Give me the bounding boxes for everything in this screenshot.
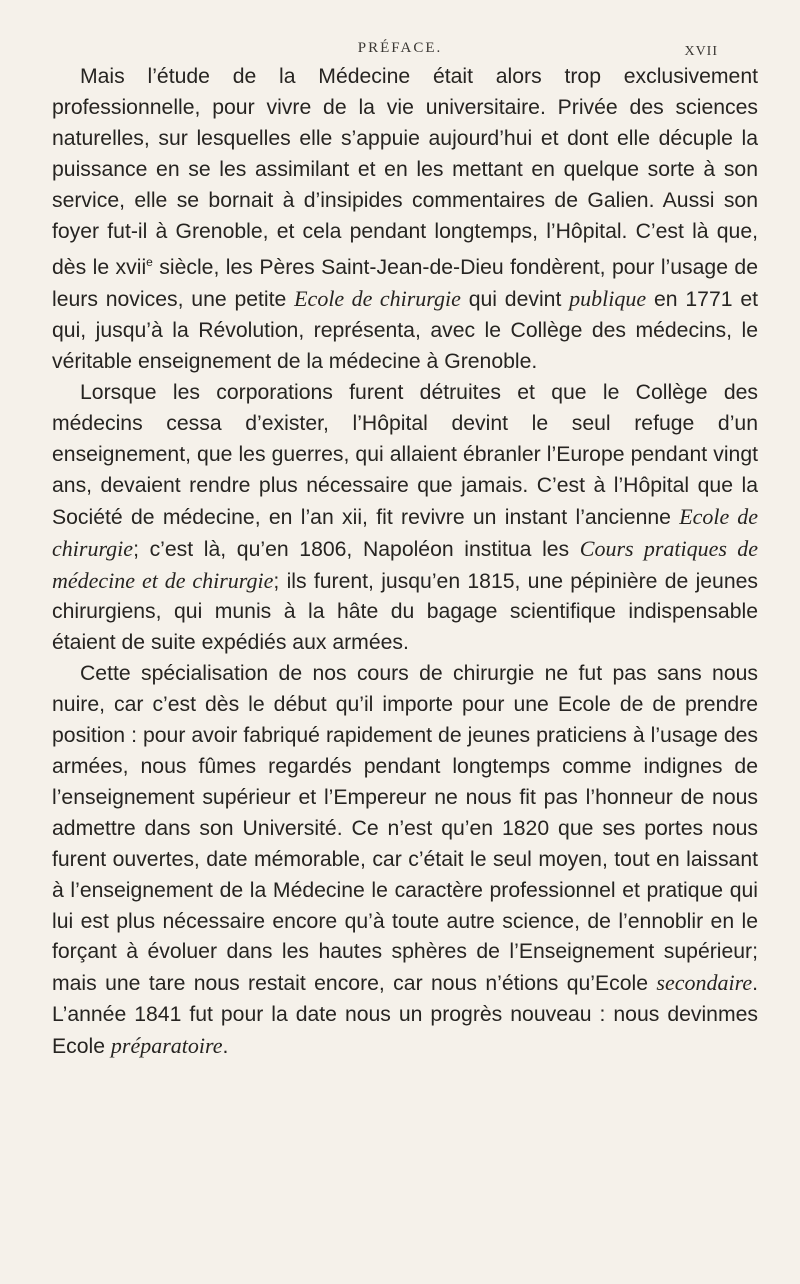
text-run: . L’année 1841 fut pour la date nous un progrès nouveau : nous devinmes Ecole: [52, 972, 758, 1059]
text-run: qui devint: [460, 288, 570, 312]
text-run: Lorsque les corporations furent détruites et que le Collège des médecins cessa d’exister, l’Hôpital devint le seul refuge d’un enseignement, que les guerres, qui allaient ébranler l’Europe pendant vingt ans, devaient rendre plus nécessaire que jamais. C’est à l’Hôpital que la Société de médecine, en l’an xii, fit revivre un instant l’ancienne: [52, 381, 758, 529]
text-run: ; ils furent, jusqu’en 1815, une pépinière de jeunes chirurgiens, qui munis à la hâte du bagage scientifique indispensable étaient de suite expédiés aux armées.: [52, 569, 759, 655]
italic-phrase: Ecole de chirurgie: [52, 503, 758, 561]
text-run: Cette spécialisation de nos cours de chirurgie ne fut pas sans nous nuire, car c’est dès le début qu’il importe pour une Ecole de de prendre position : pour avoir fabriqué rapidement de jeunes praticiens à l’usage des armées, nous fûmes regardés pendant longtemps comme indignes de l’enseignement supérieur et l’Empereur ne nous fit pas l’honneur de nous admettre dans son Université. Ce n’est qu’en 1820 que ses portes nous furent ouvertes, date mémorable, car c’était le seul moyen, tout en laissant à l’enseignement de la Médecine le caractère professionnel et pratique qui lui est plus nécessaire encore qu’à toute autre science, de l’ennoblir en le forçant à évoluer dans les hautes sphères de l’Enseignement supérieur; mais une tare nous restait encore, car nous n’étions qu’Ecole: [52, 662, 758, 996]
running-title: PRÉFACE.: [357, 40, 443, 56]
text-run: ; c’est là, qu’en 1806, Napoléon institua les: [133, 537, 580, 561]
body-text: [52, 62, 758, 1063]
text-run: siècle, les Pères Saint-Jean-de-Dieu fondèrent, pour l’usage de leurs novices, une petite: [52, 256, 758, 312]
italic-phrase: préparatoire: [110, 1033, 223, 1059]
italic-phrase: Ecole de chirurgie: [294, 286, 461, 312]
italic-phrase: Cours pratiques de médecine et de chirurgie: [52, 535, 758, 593]
text-run: en 1771 et qui, jusqu’à la Révolution, représenta, avec le Collège des médecins, le véritable enseignement de la médecine à Grenoble.: [52, 288, 758, 374]
superscript: e: [146, 255, 153, 270]
paragraph-3: [52, 659, 758, 1063]
italic-phrase: publique: [569, 286, 647, 312]
paragraph-1: [52, 62, 758, 378]
paragraph-2: [52, 378, 758, 659]
italic-phrase: secondaire: [656, 970, 753, 996]
page-number: XVII: [684, 44, 718, 59]
text-run: .: [222, 1035, 229, 1059]
text-run: Mais l’étude de la Médecine était alors trop exclusivement professionnelle, pour vivre de la vie universitaire. Privée des sciences naturelles, sur lesquelles elle s’appuie aujourd’hui et dont elle décuple la puissance en se les assimilant et en les mettant en quelque sorte à son service, elle se bornait à d’insipides commentaires de Galien. Aussi son foyer fut-il à Grenoble, et cela pendant longtemps, l’Hôpital. C’est là que, dès le xvii: [52, 65, 758, 280]
